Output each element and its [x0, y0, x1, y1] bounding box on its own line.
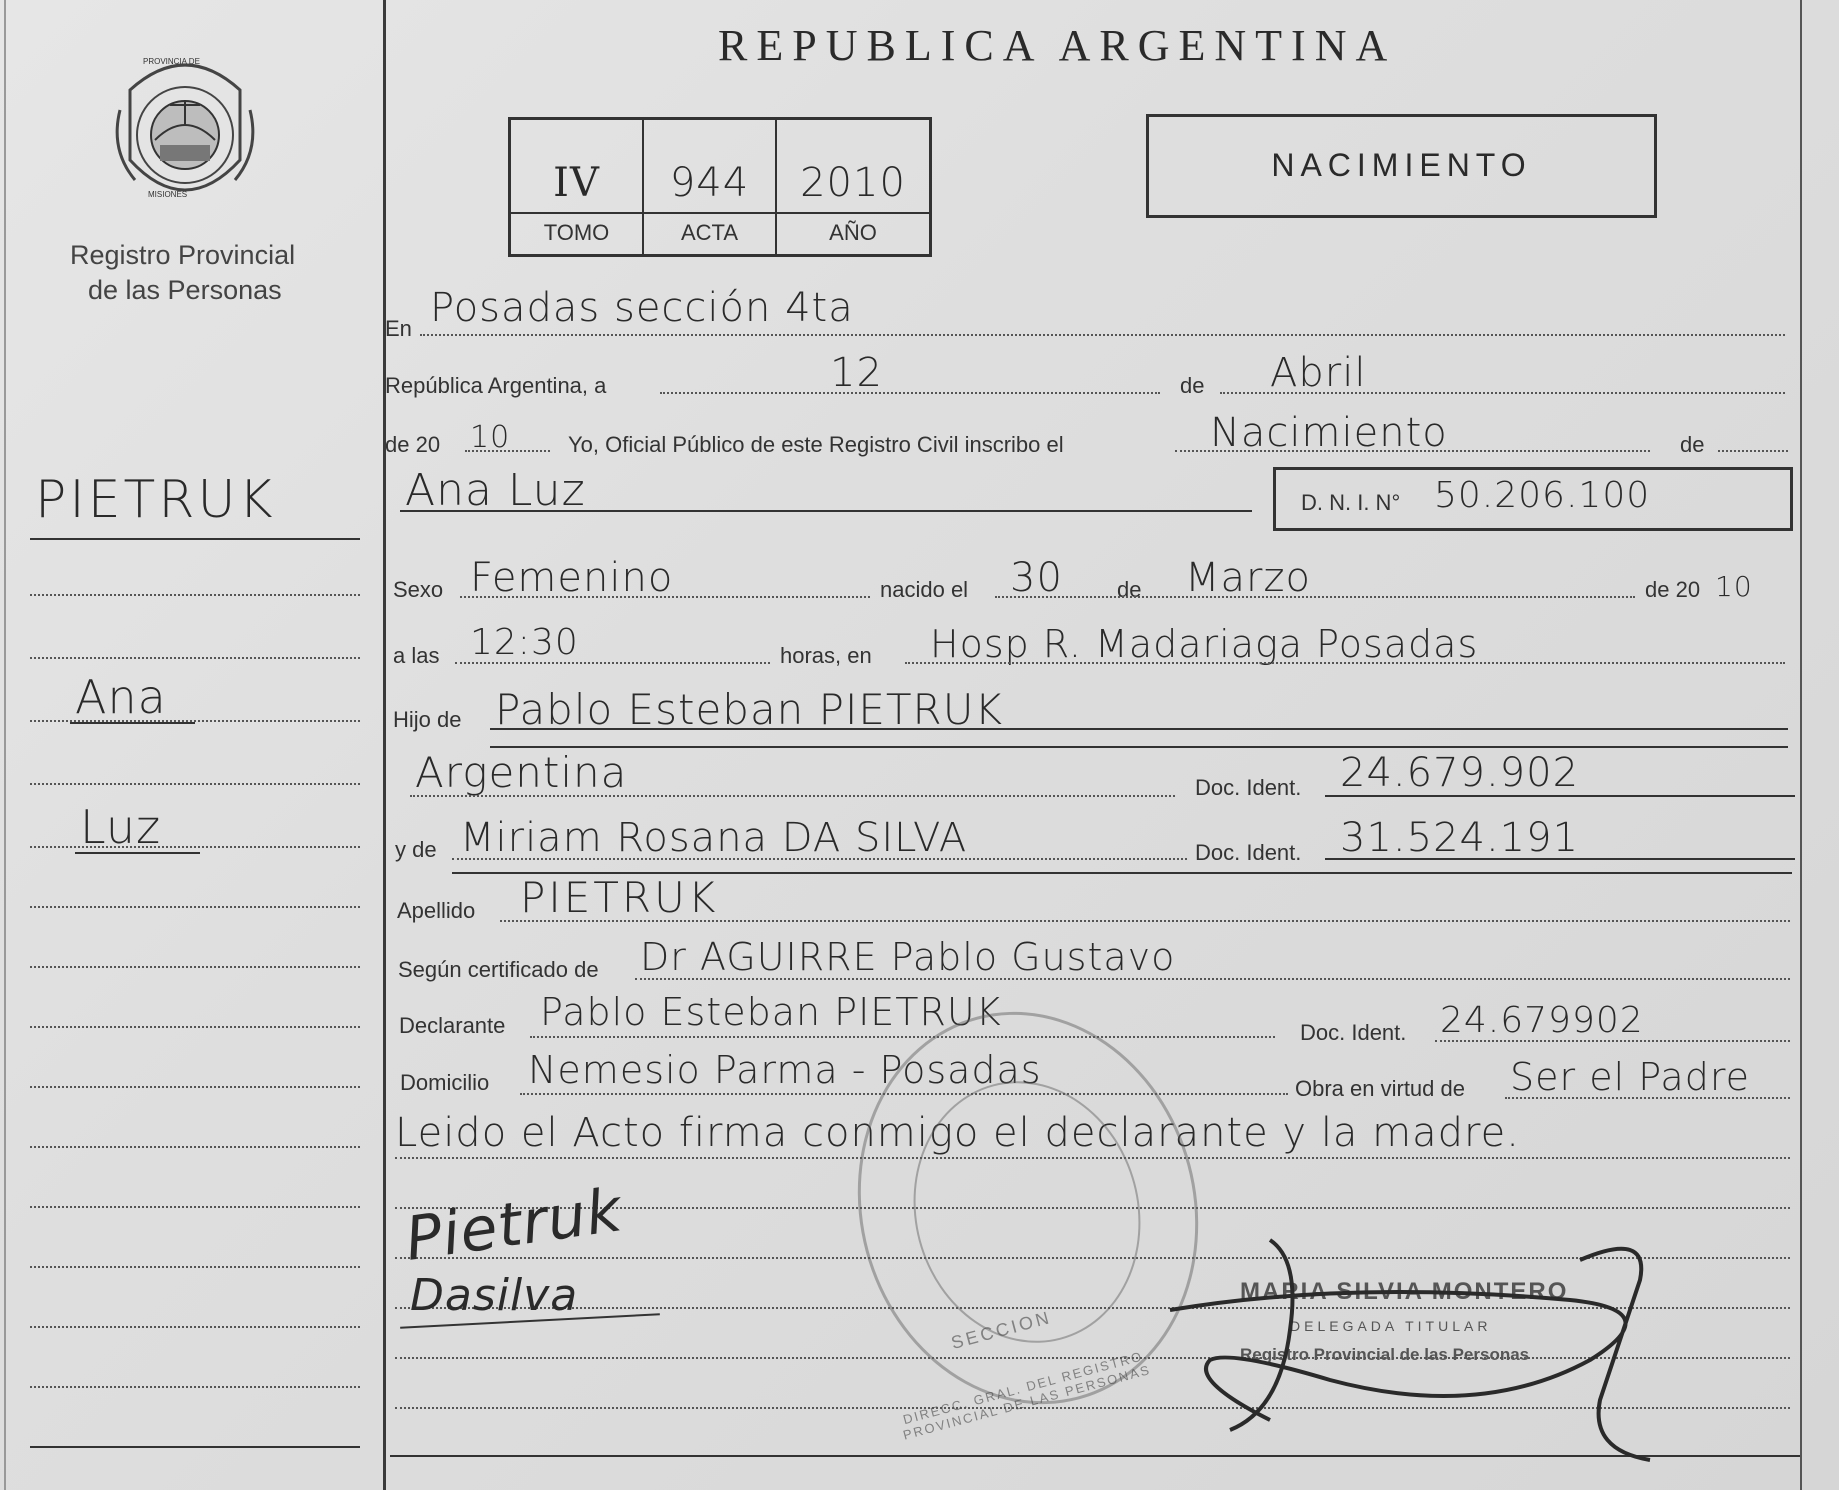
month-value: Abril [1270, 350, 1367, 396]
dni-box [1273, 467, 1793, 531]
event-line [1175, 450, 1650, 452]
segun-label: Según certificado de [398, 957, 599, 982]
alas-label: a las [393, 643, 440, 668]
official-signature [1150, 1220, 1750, 1480]
signature-declarant: Pietruk [401, 1175, 627, 1275]
event-value: Nacimiento [1210, 410, 1448, 456]
margin-dotted-line [30, 846, 360, 848]
birth-line [995, 596, 1635, 598]
margin-dotted-line [30, 1326, 360, 1328]
declarante-doc-line [1435, 1040, 1790, 1042]
father-doc-value: 24.679.902 [1340, 750, 1580, 796]
margin-underline-name1 [70, 722, 195, 724]
apellido-label: Apellido [397, 898, 476, 923]
provincia-de-misiones-seal-icon [110, 50, 260, 210]
margin-dotted-line [30, 906, 360, 908]
place-line [905, 662, 1785, 664]
domicilio-value: Nemesio Parma - Posadas [528, 1048, 1042, 1092]
margin-name-2: Luz [80, 800, 162, 854]
sexo-line [460, 596, 870, 598]
apellido-value: PIETRUK [520, 873, 719, 922]
child-name-line [400, 510, 1252, 512]
father-nat-line [410, 795, 1175, 797]
domicilio-label: Domicilio [400, 1070, 490, 1095]
acta-value: 944 [669, 160, 750, 206]
margin-dotted-line [30, 783, 360, 785]
seal-text: DIRECC. GRAL. DEL REGISTRO PROVINCIAL DE LAS PERSONAS [901, 1348, 1153, 1443]
day-value: 12 [830, 350, 883, 396]
apellido-line [500, 920, 1790, 922]
declarante-value: Pablo Esteban PIETRUK [540, 990, 1002, 1034]
de-label-3: de [1117, 577, 1142, 602]
event-line-end [1718, 450, 1788, 452]
official-name: MARIA SILVIA MONTERO [1240, 1278, 1569, 1305]
year-value: 10 [470, 420, 511, 455]
sexo-value: Femenino [470, 555, 674, 601]
birth-month-value: Marzo [1185, 555, 1311, 601]
father-value: Pablo Esteban PIETRUK [495, 685, 1004, 734]
time-value: 12:30 [470, 622, 579, 663]
father-line-2 [490, 746, 1788, 748]
day-line [660, 392, 1160, 394]
ano-label: AÑO [829, 220, 877, 245]
de-label: de [1180, 373, 1205, 398]
sexo-label: Sexo [393, 577, 444, 602]
record-number-box [508, 117, 932, 257]
signature-mother: Dasilva [410, 1270, 579, 1321]
father-doc-line [1325, 795, 1795, 797]
official-org: Registro Provincial de las Personas [1240, 1345, 1530, 1364]
left-column-divider [383, 0, 386, 1490]
year-prefix-label: de 20 [385, 432, 441, 457]
birth-day-value: 30 [1010, 555, 1063, 601]
en-line [420, 334, 1785, 336]
mother-doc-value: 31.524.191 [1340, 815, 1580, 861]
segun-value: Dr AGUIRRE Pablo Gustavo [640, 935, 1176, 979]
document-type-label: NACIMIENTO [1271, 147, 1532, 183]
margin-dotted-line [30, 594, 360, 596]
country-title: REPUBLICA ARGENTINA [718, 21, 1397, 70]
de20-label: de 20 [1645, 577, 1701, 602]
tomo-label: TOMO [543, 220, 610, 245]
nacido-label: nacido el [880, 577, 969, 602]
birth-year-value: 10 [1715, 570, 1753, 603]
declarante-doc-value: 24.679902 [1440, 1000, 1644, 1041]
emblem-ring-text-top: PROVINCIA DE [143, 57, 200, 66]
time-line [455, 662, 770, 664]
yde-label: y de [395, 837, 437, 862]
obra-value: Ser el Padre [1510, 1055, 1750, 1099]
margin-dotted-line [30, 657, 360, 659]
ano-value: 2010 [800, 160, 906, 206]
segun-line [635, 978, 1790, 980]
en-value: Posadas sección 4ta [430, 285, 854, 331]
seal-inner-text: SECCION [949, 1307, 1054, 1354]
margin-dotted-line [30, 966, 360, 968]
obra-line [1505, 1097, 1790, 1099]
leido-value: Leido el Acto firma conmigo el declarante y la madre. [395, 1110, 1520, 1156]
margin-dotted-line [30, 1266, 360, 1268]
yo-label: Yo, Oficial Público de este Registro Civil inscribo el [568, 432, 1064, 457]
margin-dotted-line [30, 1206, 360, 1208]
month-line [1220, 392, 1785, 394]
declarante-label: Declarante [399, 1013, 506, 1038]
margin-line-1 [30, 538, 360, 540]
margin-name-1: Ana [75, 670, 167, 724]
child-name-value: Ana Luz [405, 465, 586, 516]
dni-value: 50.206.100 [1434, 475, 1651, 516]
right-edge-line [1800, 0, 1802, 1490]
margin-surname: PIETRUK [35, 470, 276, 530]
father-doc-label: Doc. Ident. [1195, 775, 1302, 800]
acta-label: ACTA [680, 220, 739, 245]
horas-label: horas, en [780, 643, 872, 668]
dni-label: D. N. I. N° [1301, 490, 1401, 515]
margin-dotted-line [30, 1146, 360, 1148]
margin-dotted-line [30, 1386, 360, 1388]
year-line [465, 450, 550, 452]
margin-dotted-line [30, 1086, 360, 1088]
registry-name-line1: Registro Provincial [70, 240, 296, 270]
tomo-value: IV [553, 160, 600, 206]
father-nationality: Argentina [415, 748, 628, 797]
place-value: Hosp R. Madariaga Posadas [930, 622, 1479, 666]
official-title: DELEGADA TITULAR [1290, 1318, 1492, 1334]
republica-label: República Argentina, a [385, 373, 607, 398]
father-line [490, 728, 1788, 730]
declarante-line [530, 1036, 1275, 1038]
hijo-label: Hijo de [393, 707, 462, 732]
mother-line [452, 858, 1187, 860]
margin-dotted-line [30, 1026, 360, 1028]
declarante-doc-label: Doc. Ident. [1300, 1020, 1407, 1045]
de-label-2: de [1680, 432, 1705, 457]
mother-doc-line [1325, 858, 1795, 860]
obra-label: Obra en virtud de [1295, 1076, 1465, 1101]
mother-value: Miriam Rosana DA SILVA [460, 815, 968, 861]
left-edge-line [4, 0, 6, 1490]
margin-underline-name2 [75, 852, 200, 854]
record-label-divider [511, 212, 929, 214]
margin-dotted-line [30, 720, 360, 722]
emblem-ring-text-bottom: MISIONES [148, 190, 188, 199]
mother-doc-label: Doc. Ident. [1195, 840, 1302, 865]
margin-bottom-line [30, 1446, 360, 1448]
en-label: En [385, 316, 412, 341]
document-type-box [1146, 114, 1657, 218]
registry-name-line2: de las Personas [88, 275, 282, 305]
